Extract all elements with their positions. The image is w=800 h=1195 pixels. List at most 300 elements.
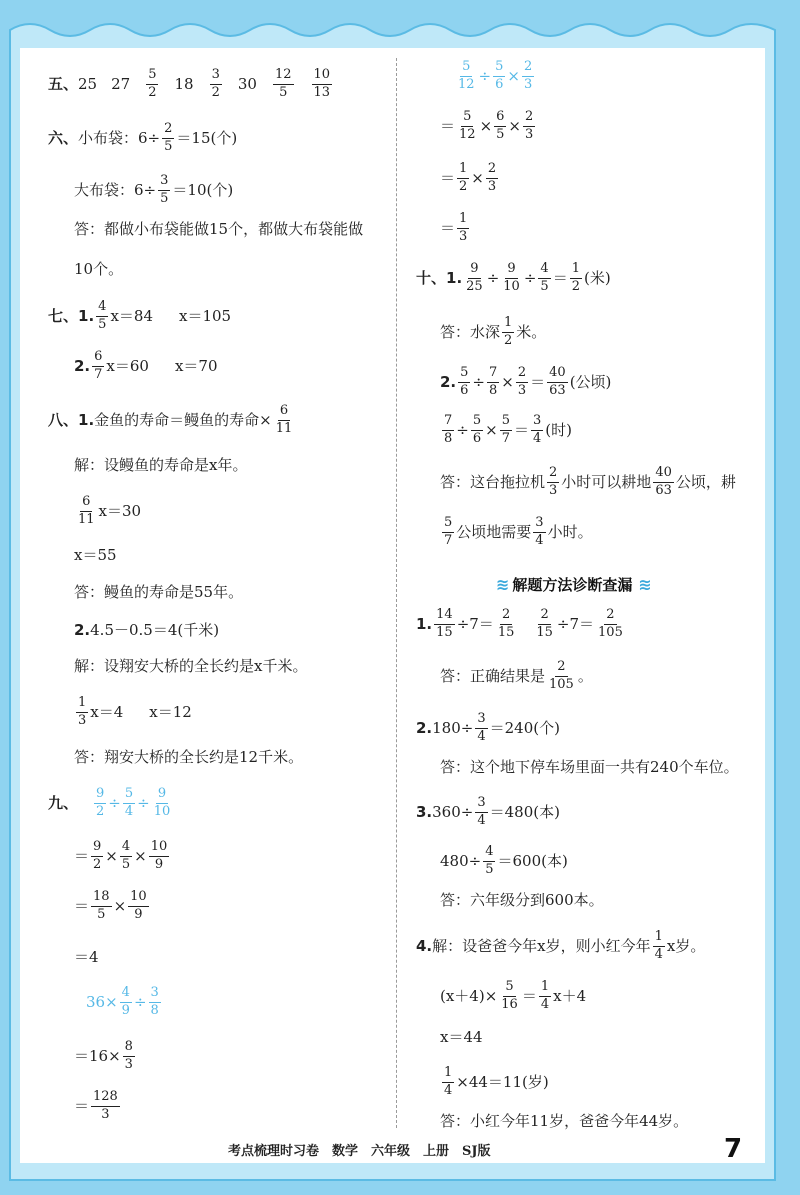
section-8-result — [74, 548, 117, 563]
denominator: 2 — [459, 178, 468, 194]
review-result-4 — [440, 1030, 483, 1045]
numerator: 128 — [91, 1090, 120, 1107]
text: x＝84 — [110, 306, 153, 325]
fraction — [653, 930, 665, 963]
numerator: 4 — [120, 986, 132, 1003]
denominator: 5 — [121, 856, 131, 872]
section-9-problem-2: 36× $\frac{4}{9}$ ÷ $\frac{3}{8}$ — [86, 985, 159, 1018]
fraction — [123, 787, 135, 820]
fraction — [457, 212, 469, 245]
unit: (米) — [583, 268, 611, 287]
fraction — [458, 366, 470, 399]
unit: (公顷) — [569, 372, 612, 391]
fraction — [91, 890, 112, 923]
text: 360÷ — [432, 802, 474, 821]
denominator: 2 — [148, 84, 157, 100]
numerator: 1 — [653, 930, 665, 947]
numerator: 1 — [457, 212, 469, 229]
fraction — [76, 495, 97, 528]
numerator: 2 — [522, 60, 534, 77]
numerator: 1 — [539, 980, 551, 997]
fraction — [471, 414, 483, 447]
section-label: 六、 — [48, 128, 79, 147]
section-label: 九、 — [48, 793, 79, 812]
text: 小布袋：6÷ — [78, 128, 161, 147]
fraction — [312, 68, 333, 101]
fraction — [499, 980, 520, 1013]
denominator: 10 — [153, 803, 171, 819]
text: ＝600(本) — [497, 851, 568, 870]
numerator: 40 — [547, 366, 568, 383]
denominator: 12 — [459, 126, 476, 142]
fraction — [547, 466, 559, 499]
fraction — [464, 262, 485, 295]
text: 答：这个地下停车场里面一共有240个车位。 — [440, 758, 739, 776]
numerator: 1 — [457, 162, 469, 179]
denominator: 5 — [98, 316, 107, 332]
numerator: 4 — [120, 840, 132, 857]
text: 解：设翔安大桥的全长约是x千米。 — [74, 657, 308, 675]
fraction — [128, 890, 149, 923]
denominator: 105 — [598, 624, 623, 640]
numerator: 6 — [278, 404, 290, 421]
denominator: 5 — [160, 190, 169, 206]
numerator: 3 — [210, 68, 222, 85]
section-10-item-2: 2. $\frac{5}{6}$ ÷ $\frac{7}{8}$ × $\frac{2}{3}$ ＝ $\frac{40}{63}$ (公顷) — [440, 365, 612, 398]
fraction — [653, 466, 674, 499]
fraction — [123, 1040, 135, 1073]
section-7-item-2 — [74, 350, 218, 383]
section-10-answer-1 — [440, 316, 546, 349]
denominator: 63 — [655, 482, 672, 498]
denominator: 15 — [497, 624, 515, 640]
text: x＝44 — [440, 1028, 483, 1046]
fraction — [534, 608, 555, 641]
numerator: 4 — [96, 300, 108, 317]
section-10-answer-2-cont — [440, 516, 593, 549]
text: 公顷地需要 — [456, 522, 532, 541]
denominator: 5 — [164, 138, 173, 154]
fraction — [457, 110, 478, 143]
denominator: 10 — [503, 278, 520, 294]
denominator: 2 — [96, 803, 105, 819]
fraction — [500, 414, 512, 447]
answer: 30 — [237, 74, 257, 93]
text: 10个。 — [74, 260, 124, 278]
numerator: 5 — [461, 110, 473, 127]
text: x＝30 — [98, 501, 142, 520]
fraction — [96, 300, 108, 333]
fraction — [158, 174, 170, 207]
numerator: 14 — [434, 608, 455, 625]
text: 公顷，耕 — [675, 472, 736, 491]
denominator: 11 — [275, 420, 293, 436]
text: ÷7＝ — [456, 614, 494, 633]
text: 。 — [577, 666, 593, 685]
text: 答：六年级分到600本。 — [440, 891, 604, 909]
fraction — [146, 68, 158, 101]
numerator: 2 — [538, 608, 550, 625]
text: 480÷ — [440, 851, 482, 870]
fraction — [94, 787, 106, 820]
text: 答：小红今年11岁，爸爸今年44岁。 — [440, 1112, 689, 1130]
denominator: 8 — [444, 430, 453, 446]
fraction — [522, 60, 534, 93]
numerator: 7 — [487, 366, 499, 383]
text: x＝70 — [174, 356, 218, 375]
section-6-answer — [74, 222, 363, 237]
denominator: 4 — [444, 1082, 453, 1098]
denominator: 6 — [495, 76, 504, 92]
denominator: 2 — [93, 856, 102, 872]
text: 36× — [86, 992, 118, 1011]
fraction — [501, 262, 522, 295]
numerator: 2 — [486, 162, 498, 179]
text: ＝ — [521, 986, 537, 1005]
fraction — [442, 1066, 454, 1099]
text: ＝4 — [74, 948, 99, 966]
fraction — [533, 516, 545, 549]
wave-icon: ≋ — [638, 575, 649, 594]
unit: (时) — [545, 420, 573, 439]
fraction — [570, 262, 582, 295]
numerator: 1 — [76, 696, 88, 713]
footer-text: 考点梳理时习卷 数学 六年级 上册 SJ版 — [228, 1144, 491, 1159]
text: 解：设鳗鱼的寿命是x年。 — [74, 456, 248, 474]
wave-icon: ≋ — [496, 575, 507, 594]
denominator: 16 — [501, 996, 518, 1012]
numerator: 7 — [442, 414, 454, 431]
section-heading — [496, 574, 649, 595]
blue-expression: $\frac{9}{2}$ ÷ $\frac{5}{4}$ ÷ $\frac{9}{10}$ — [96, 786, 171, 819]
section-9-step-3 — [74, 950, 99, 965]
denominator: 63 — [549, 382, 566, 398]
fraction — [442, 516, 454, 549]
fraction — [475, 712, 487, 745]
text: 金鱼的寿命＝鳗鱼的寿命× — [94, 410, 272, 429]
fraction — [596, 608, 625, 641]
numerator: 9 — [505, 262, 517, 279]
denominator: 3 — [525, 126, 534, 142]
denominator: 5 — [485, 861, 494, 877]
section-label: 八、 — [48, 410, 79, 429]
review-answer-3 — [440, 893, 604, 908]
item-number: 3. — [416, 802, 433, 821]
numerator: 5 — [442, 516, 454, 533]
numerator: 5 — [493, 60, 505, 77]
numerator: 5 — [460, 60, 472, 77]
section-8-item-1 — [48, 404, 296, 437]
fraction — [494, 110, 506, 143]
fraction — [210, 68, 222, 101]
numerator: 9 — [91, 840, 103, 857]
item-number: 1. — [78, 306, 95, 325]
denominator: 6 — [472, 430, 482, 446]
fraction — [457, 162, 469, 195]
item-number: 1. — [78, 410, 95, 429]
numerator: 8 — [123, 1040, 135, 1057]
fraction — [149, 986, 161, 1019]
denominator: 4 — [535, 532, 544, 548]
denominator: 13 — [313, 84, 331, 100]
denominator: 7 — [501, 430, 510, 446]
section-6-answer-cont — [74, 262, 123, 277]
denominator: 2 — [571, 278, 580, 294]
numerator: 5 — [471, 414, 483, 431]
text: x＝60 — [106, 356, 149, 375]
denominator: 2 — [211, 84, 220, 100]
text: x＝12 — [149, 702, 192, 721]
text: 解：设爸爸今年x岁，则小红今年 — [432, 936, 651, 955]
item-number: 4. — [416, 936, 433, 955]
answer: 27 — [111, 74, 131, 93]
numerator: 5 — [503, 980, 515, 997]
denominator: 11 — [78, 511, 95, 527]
denominator: 105 — [549, 676, 574, 692]
numerator: 5 — [500, 414, 512, 431]
text: ＝240(个) — [489, 718, 560, 737]
denominator: 5 — [496, 126, 505, 142]
denominator: 5 — [540, 278, 549, 294]
denominator: 3 — [487, 178, 497, 194]
text: (x＋4)× — [440, 986, 498, 1005]
denominator: 3 — [517, 382, 527, 398]
fraction — [531, 414, 543, 447]
numerator: 2 — [547, 466, 559, 483]
answer: 18 — [174, 74, 194, 93]
section-8-equation — [74, 495, 141, 528]
text: ×44＝11(岁) — [456, 1072, 549, 1091]
section-9-step-5: ＝ $\frac{128}{3}$ — [74, 1089, 118, 1122]
denominator: 4 — [124, 803, 134, 819]
numerator: 2 — [604, 608, 616, 625]
review-equation-4 — [440, 980, 586, 1013]
numerator: 5 — [458, 366, 470, 383]
section-9-step-4 — [74, 1040, 137, 1073]
denominator: 3 — [549, 482, 558, 498]
section-10-answer-2 — [440, 466, 736, 499]
fraction — [91, 840, 103, 873]
text: 小时可以耕地 — [561, 472, 652, 491]
section-6-line-2 — [74, 174, 233, 207]
fraction — [76, 696, 88, 729]
fraction — [442, 414, 454, 447]
fraction — [475, 796, 487, 829]
item-number: 1. — [446, 268, 463, 287]
numerator: 3 — [533, 516, 545, 533]
denominator: 5 — [97, 906, 106, 922]
text: x＝4 — [90, 702, 124, 721]
denominator: 2 — [504, 332, 513, 348]
numerator: 2 — [523, 110, 535, 127]
numerator: 10 — [128, 890, 149, 907]
numerator: 2 — [516, 366, 528, 383]
text: 答：鳗鱼的寿命是55年。 — [74, 583, 244, 601]
numerator: 5 — [123, 787, 135, 804]
fraction — [120, 840, 132, 873]
section-5 — [48, 68, 334, 101]
text: x＝105 — [178, 306, 232, 325]
text: 答：这台拖拉机 — [440, 472, 546, 491]
fraction — [434, 608, 455, 641]
section-8-item-2 — [74, 623, 219, 638]
denominator: 8 — [150, 1002, 159, 1018]
denominator: 7 — [94, 366, 103, 382]
numerator: 4 — [483, 845, 495, 862]
review-step-3 — [440, 845, 568, 878]
denominator: 15 — [436, 624, 453, 640]
numerator: 4 — [538, 262, 550, 279]
review-answer-2 — [440, 760, 739, 775]
numerator: 3 — [158, 174, 170, 191]
review-answer-4 — [440, 1114, 688, 1129]
numerator: 5 — [146, 68, 158, 85]
numerator: 18 — [91, 890, 112, 907]
text: 4.5－0.5＝4(千米) — [90, 621, 220, 639]
section-8-answer-2 — [74, 750, 303, 765]
text: ＝15(个) — [176, 128, 238, 147]
text: x＝55 — [74, 546, 117, 564]
numerator: 9 — [94, 787, 106, 804]
section-8-equation-2 — [74, 696, 192, 729]
fraction — [516, 366, 528, 399]
numerator: 3 — [475, 796, 487, 813]
numerator: 1 — [442, 1066, 454, 1083]
denominator: 3 — [101, 1106, 110, 1122]
numerator: 40 — [653, 466, 674, 483]
fraction — [149, 840, 170, 873]
denominator: 12 — [458, 76, 475, 92]
fraction — [496, 608, 517, 641]
numerator: 1 — [502, 316, 514, 333]
answer: 25 — [78, 74, 98, 93]
section-label: 十、 — [416, 268, 447, 287]
step: ＝ $\frac{1}{3}$ — [440, 211, 468, 244]
numerator: 6 — [494, 110, 506, 127]
numerator: 10 — [312, 68, 333, 85]
step: ＝ $\frac{5}{12}$ × $\frac{6}{5}$ × $\frac{2}{3}$ — [440, 109, 534, 142]
fraction — [483, 845, 495, 878]
denominator: 4 — [654, 946, 663, 962]
fraction — [493, 60, 505, 93]
item-number: 2. — [74, 621, 91, 639]
section-label: 五、 — [48, 74, 79, 93]
fraction — [539, 980, 551, 1013]
review-item-3 — [416, 796, 560, 829]
section-8-solution — [74, 458, 247, 473]
text: 答：正确结果是 — [440, 666, 546, 685]
numerator: 2 — [500, 608, 512, 625]
denominator: 9 — [121, 1002, 130, 1018]
review-step-4 — [440, 1066, 549, 1099]
fraction — [523, 110, 535, 143]
fraction — [456, 60, 477, 93]
fraction — [502, 316, 514, 349]
denominator: 5 — [279, 84, 288, 100]
item-number: 2. — [440, 372, 457, 391]
fraction — [152, 787, 173, 820]
numerator: 6 — [80, 495, 92, 512]
section-6-line-1 — [48, 122, 237, 155]
fraction — [273, 68, 294, 101]
denominator: 15 — [536, 624, 553, 640]
fraction — [91, 1090, 120, 1123]
denominator: 4 — [477, 812, 486, 828]
section-10-item-1: 十、 1. $\frac{9}{25}$ ÷ $\frac{9}{10}$ ÷ $\frac{4}{5}$ ＝ $\frac{1}{2}$ (米) — [416, 261, 611, 294]
denominator: 25 — [466, 278, 483, 294]
item-number: 2. — [416, 718, 433, 737]
text: ＝10(个) — [172, 180, 234, 199]
page-number: 7 — [724, 1134, 743, 1164]
text: 答：都做小布袋能做15个，都做大布袋能做 — [74, 220, 364, 238]
fraction — [547, 366, 568, 399]
denominator: 7 — [444, 532, 453, 548]
numerator: 1 — [570, 262, 582, 279]
numerator: 12 — [273, 68, 294, 85]
denominator: 6 — [460, 382, 469, 398]
fraction — [486, 162, 498, 195]
denominator: 8 — [489, 382, 498, 398]
section-8-answer — [74, 585, 243, 600]
review-item-1 — [416, 608, 627, 641]
denominator: 3 — [78, 712, 87, 728]
denominator: 3 — [124, 1056, 133, 1072]
denominator: 3 — [523, 76, 533, 92]
fraction — [538, 262, 550, 295]
denominator: 3 — [459, 228, 468, 244]
column-divider — [396, 58, 397, 1128]
text: ＝480(本) — [489, 802, 560, 821]
fraction — [120, 986, 132, 1019]
text: 答：水深 — [440, 322, 501, 341]
text: ＝16× — [74, 1046, 121, 1065]
review-answer-1 — [440, 660, 593, 693]
heading-text: 解题方法诊断查漏 — [512, 576, 633, 594]
denominator: 9 — [134, 906, 143, 922]
section-9-step-1: ＝ $\frac{9}{2}$ × $\frac{4}{5}$ × $\frac{10}{9}$ — [74, 839, 168, 872]
fraction — [274, 404, 295, 437]
item-number: 1. — [416, 614, 433, 633]
numerator: 3 — [475, 712, 487, 729]
denominator: 4 — [477, 728, 486, 744]
fraction — [547, 660, 576, 693]
denominator: 4 — [533, 430, 542, 446]
section-7-item-1 — [48, 300, 231, 333]
text: 米。 — [516, 322, 547, 341]
section-9-problem — [48, 787, 174, 820]
text: ÷7＝ — [556, 614, 595, 633]
text: 答：翔安大桥的全长约是12千米。 — [74, 748, 304, 766]
text: 大布袋：6÷ — [74, 180, 157, 199]
text: x＋4 — [553, 986, 587, 1005]
section-label: 七、 — [48, 306, 79, 325]
denominator: 4 — [540, 996, 550, 1012]
numerator: 2 — [555, 660, 567, 677]
text: 180÷ — [432, 718, 474, 737]
numerator: 9 — [156, 787, 168, 804]
text: x岁。 — [666, 936, 706, 955]
review-item-4 — [416, 930, 705, 963]
review-item-2 — [416, 712, 560, 745]
fraction — [162, 122, 174, 155]
blue-expression: $\frac{5}{12}$ ÷ $\frac{5}{6}$ × $\frac{2}{3}$ — [458, 59, 533, 92]
fraction — [92, 350, 104, 383]
section-8-solution-2 — [74, 659, 307, 674]
denominator: 9 — [154, 856, 164, 872]
fraction — [487, 366, 499, 399]
text: 小时。 — [547, 522, 593, 541]
item-number: 2. — [74, 356, 91, 375]
